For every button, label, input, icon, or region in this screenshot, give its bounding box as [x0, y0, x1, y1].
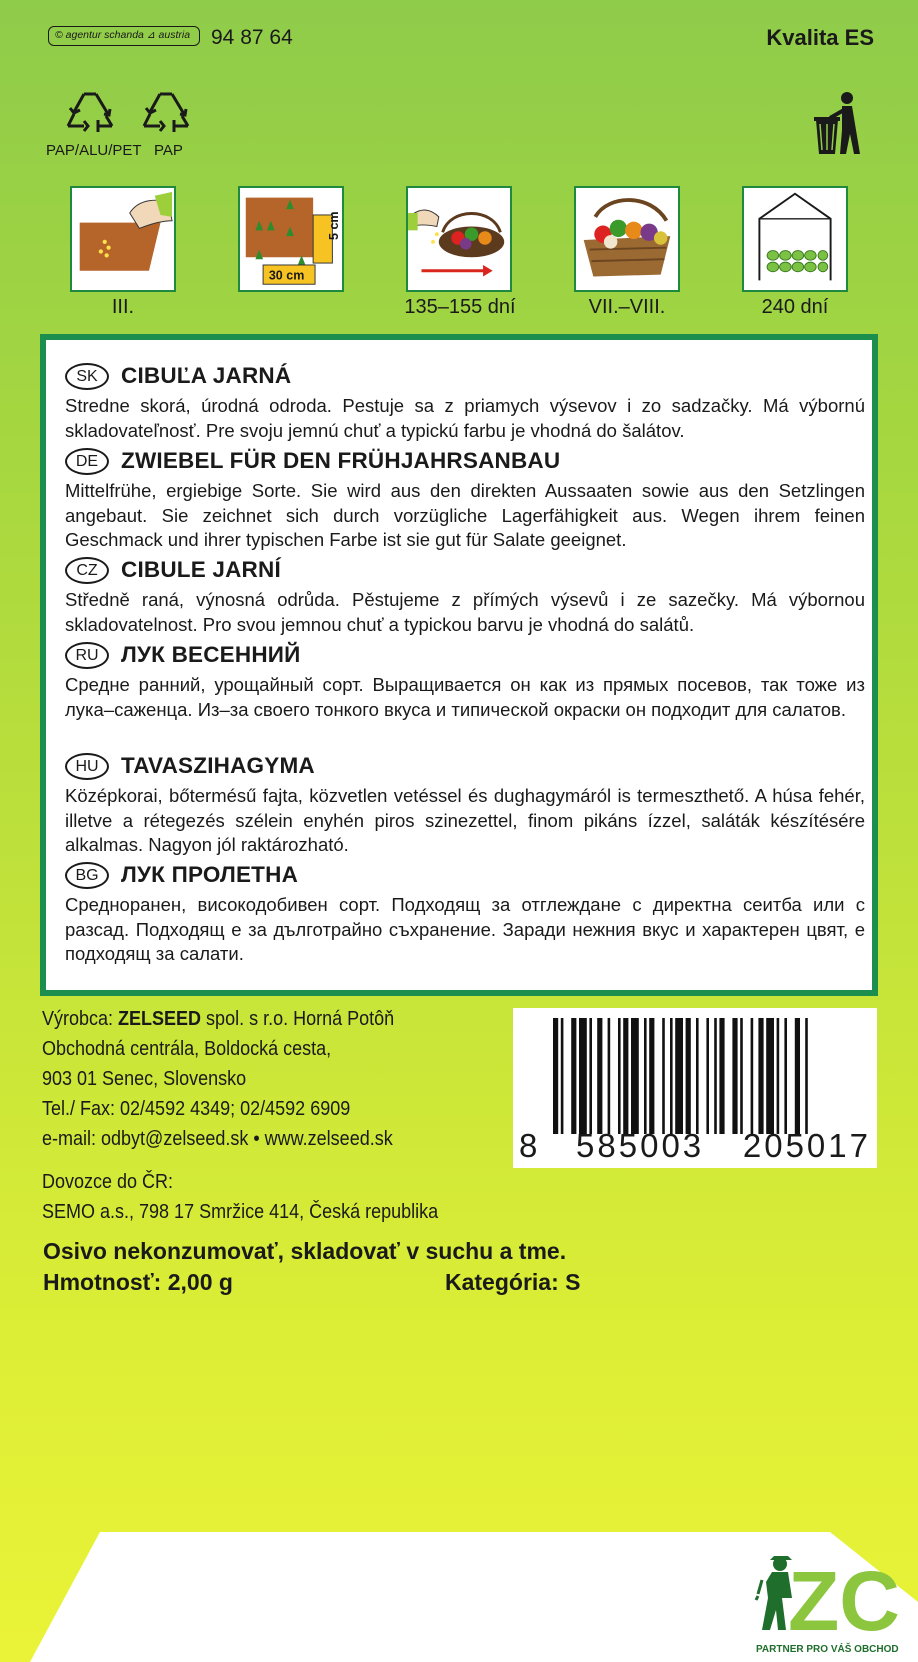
producer-address-line: Obchodná centrála, Boldocká cesta, [42, 1038, 332, 1060]
plant-spacing-icon [238, 186, 344, 292]
storage-notice: Osivo nekonzumovať, skladovať v suchu a tme. [43, 1238, 567, 1264]
description-bg [65, 861, 865, 967]
barcode-digit-group: 8 [519, 1127, 538, 1164]
variety-title: ЛУК ПРОЛЕТНА [121, 862, 299, 887]
agency-code: 94 87 64 [211, 26, 293, 49]
importer-info [42, 1167, 492, 1227]
weight-label: Hmotnosť: 2,00 g [43, 1269, 233, 1295]
producer-company-rest: spol. s r.o. Horná Potôň [201, 1008, 395, 1030]
variety-description: Středně raná, výnosná odrůda. Pěstujeme z přímých výsevů i ze sazečky. Má výbornou skladovatelnost. Pro svou jemnou chuť a typickou barvu je vhodná do salátů. [65, 589, 865, 635]
sowing-seeds-icon [70, 186, 176, 292]
harvest-basket-icon [574, 186, 680, 292]
brand-slogan: PARTNER PRO VÁŠ OBCHOD [756, 1644, 899, 1655]
importer-heading: Dovozce do ČR: [42, 1171, 174, 1193]
language-badge: DE [65, 448, 109, 475]
trash-bin-icon [812, 90, 868, 156]
variety-description: Средноранен, високодобивен сорт. Подходящ за отглеждане с директна сеитба или с разсад. Подходящ е за дълготрайно съхранение. Заради нежния вкус и характерен цвят, е подходящ за салати. [65, 894, 865, 964]
description-hu [65, 752, 865, 858]
producer-address-line: 903 01 Senec, Slovensko [42, 1068, 247, 1090]
language-badge: RU [65, 642, 109, 669]
spacing-row-label: 30 cm [268, 268, 305, 283]
producer-contact-links[interactable]: e-mail: odbyt@zelseed.sk • www.zelseed.sk [42, 1128, 393, 1150]
variety-title: TAVASZIHAGYMA [121, 753, 315, 778]
spacing-plant-label: 5 cm [327, 211, 342, 240]
harvest-time-icon [406, 186, 512, 292]
variety-description: Средне ранний, урощайный сорт. Выращивается он как из прямых посевов, так тоже из лука–саженца. Из–за своего тонкого вкуса и типической окраски он подходит для салатов. [65, 674, 865, 720]
recycle-icon [62, 86, 120, 144]
language-badge: HU [65, 753, 109, 780]
recycle-label-pap: PAP [154, 142, 183, 159]
description-panel [40, 334, 878, 996]
variety-title: CIBULE JARNÍ [121, 557, 281, 582]
zc-logo-text: ZC [788, 1554, 900, 1642]
variety-title: ЛУК ВЕСЕННИЙ [121, 642, 301, 667]
description-ru [65, 641, 865, 722]
agency-logo: © agentur schanda ⊿ austria [48, 26, 200, 46]
language-badge: BG [65, 862, 109, 889]
variety-title: CIBUĽA JARNÁ [121, 363, 292, 388]
variety-description: Mittelfrühe, ergiebige Sorte. Sie wird aus den direkten Aussaaten sowie aus den Setzlingen angebaut. Sie zeichnet sich durch vorzügliche Lagerfähigkeit aus. Wegen ihrem feinen Geschmack und ihrer typischen Farbe ist sie gut für Salate geeignet. [65, 480, 865, 550]
storage-icon [742, 186, 848, 292]
barcode [513, 1008, 877, 1168]
storage-days-label: 240 dní [761, 296, 829, 318]
producer-info [42, 1004, 456, 1154]
variety-description: Stredne skorá, úrodná odroda. Pestuje sa z priamych výsevov i zo sadzačky. Má výbornú skladovateľnosť. Pre svoju jemnú chuť a typickú farbu je vhodná do šalátov. [65, 395, 865, 441]
variety-description: Középkorai, bőtermésű fajta, közvetlen vetéssel és dughagymáról is termeszthető. A húsa fehér, illetve a rétegezés szélein enyhén piros szinezettel, finom pikáns ízzel, saláták készítésére alkalmas. Nagyon jól raktározható. [65, 785, 865, 855]
importer-address: SEMO a.s., 798 17 Smržice 414, Česká republika [42, 1201, 439, 1223]
barcode-digit-group: 205017 [742, 1127, 871, 1164]
harvest-days-label: 135–155 dní [404, 296, 516, 318]
description-cz [65, 556, 865, 637]
description-sk [65, 362, 865, 443]
producer-prefix: Výrobca: [42, 1008, 119, 1030]
recycle-icon [138, 86, 196, 144]
recycle-label-pap-alu-pet: PAP/ALU/PET [46, 142, 142, 159]
language-badge: SK [65, 363, 109, 390]
barcode-number [519, 1128, 871, 1164]
quality-label: Kvalita ES [766, 25, 874, 50]
producer-phone: Tel./ Fax: 02/4592 4349; 02/4592 6909 [42, 1098, 351, 1120]
category-label: Kategória: S [445, 1269, 581, 1295]
language-badge: CZ [65, 557, 109, 584]
producer-company: ZELSEED [118, 1008, 202, 1030]
variety-title: ZWIEBEL FÜR DEN FRÜHJAHRSANBAU [121, 448, 561, 473]
description-de [65, 447, 865, 553]
sowing-month-label: III. [111, 296, 135, 318]
zc-logo [752, 1552, 912, 1642]
harvest-months-label: VII.–VIII. [588, 296, 666, 318]
barcode-digit-group: 585003 [576, 1127, 705, 1164]
